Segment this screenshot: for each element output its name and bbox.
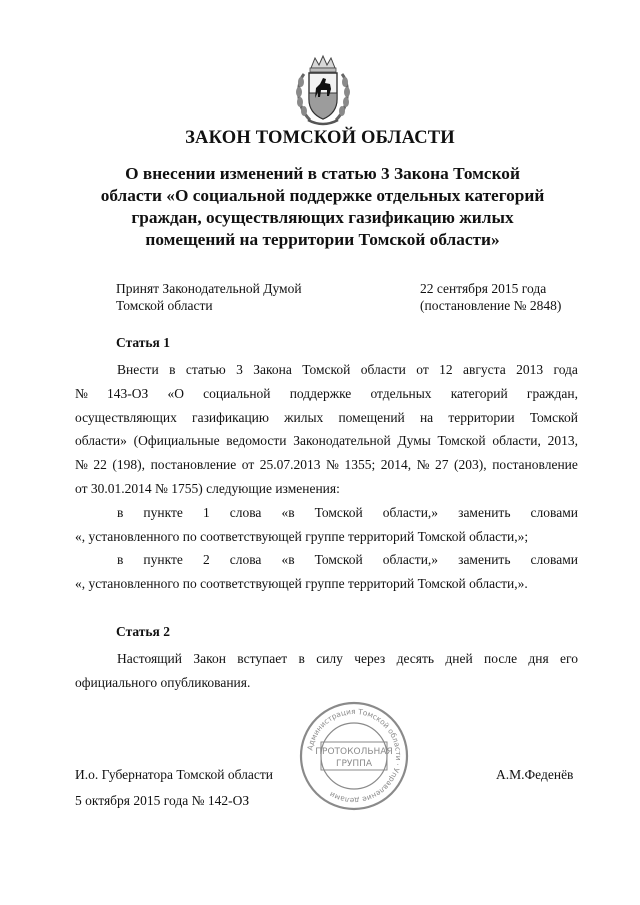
signer-name: А.М.Феденёв bbox=[496, 767, 574, 782]
article-1-line: от 30.01.2014 № 1755) следующие изменения: bbox=[75, 480, 340, 496]
word: слова bbox=[229, 552, 262, 568]
word: Томской bbox=[529, 409, 578, 425]
word: силу bbox=[316, 651, 343, 666]
law-subject-line: помещений на территории Томской области» bbox=[145, 230, 500, 249]
word: граждан, bbox=[526, 385, 578, 401]
word: Закон bbox=[193, 651, 226, 666]
word: (198), bbox=[112, 457, 146, 473]
word: 2013 bbox=[516, 362, 544, 377]
word: словами bbox=[530, 552, 578, 568]
word: помещений bbox=[338, 409, 405, 425]
word: отдельных bbox=[370, 385, 432, 401]
word: 12 bbox=[439, 362, 453, 377]
article-1-line bbox=[75, 501, 578, 525]
word: № bbox=[416, 457, 430, 473]
word: категорий bbox=[450, 385, 508, 401]
adopting-body bbox=[116, 280, 302, 314]
law-subject-line: области «О социальной поддержке отдельных категорий bbox=[100, 186, 545, 205]
stamp-center-line2: ГРУППА bbox=[335, 759, 373, 769]
article-2-heading: Статья 2 bbox=[116, 624, 170, 639]
word: осуществляющих bbox=[75, 409, 177, 425]
stamp-ring-text-path: Администрация Томской области · Управление делами bbox=[305, 706, 404, 806]
word: 22 bbox=[93, 457, 107, 473]
word: «О bbox=[167, 385, 184, 401]
word: дней bbox=[445, 651, 473, 666]
word: Томской bbox=[302, 362, 351, 377]
adopting-body-line: Принят Законодательной Думой bbox=[116, 281, 302, 296]
article-1-line bbox=[75, 453, 578, 477]
word: 1 bbox=[202, 504, 210, 520]
word: № bbox=[326, 457, 339, 473]
word: десять bbox=[396, 651, 435, 666]
article-1-line bbox=[75, 382, 578, 406]
word: жилых bbox=[284, 409, 324, 425]
word: 3 bbox=[236, 362, 243, 377]
word: области» bbox=[75, 433, 127, 449]
adoption-date bbox=[420, 280, 561, 314]
word: от bbox=[416, 362, 429, 377]
signer-position: И.о. Губернатора Томской области bbox=[75, 767, 273, 782]
law-date-number: 5 октября 2015 года № 142-ОЗ bbox=[75, 793, 250, 808]
word: ведомости bbox=[226, 433, 287, 449]
word: поддержке bbox=[289, 385, 352, 401]
word: области,» bbox=[382, 552, 439, 568]
word: заменить bbox=[458, 552, 511, 568]
word: слова bbox=[229, 504, 262, 520]
adopting-body-line: Томской области bbox=[116, 298, 213, 313]
word: словами bbox=[530, 504, 578, 520]
stamp-center-line1: ПРОТОКОЛЬНАЯ bbox=[315, 747, 393, 757]
article-1-heading: Статья 1 bbox=[116, 335, 170, 350]
word: социальной bbox=[203, 385, 271, 401]
adoption-date-line: 22 сентября 2015 года bbox=[420, 281, 547, 296]
word: «в bbox=[281, 504, 295, 520]
article-1-line: «, установленного по соответствующей группе территорий Томской области,»; bbox=[75, 528, 529, 544]
word: статью bbox=[185, 362, 226, 377]
word: после bbox=[484, 651, 518, 666]
word: Внести bbox=[117, 362, 159, 377]
word: дня bbox=[528, 651, 549, 666]
law-subject-line: О внесении изменений в статью 3 Закона Томской bbox=[125, 164, 520, 183]
word: 27 bbox=[435, 457, 449, 473]
word: области,» bbox=[382, 504, 439, 520]
article-1-body bbox=[75, 358, 578, 596]
article-1-line: «, установленного по соответствующей группе территорий Томской области,». bbox=[75, 576, 528, 592]
word: Томской bbox=[314, 552, 363, 568]
word: газификацию bbox=[192, 409, 269, 425]
word: «в bbox=[281, 552, 295, 568]
word: Томской bbox=[437, 433, 486, 449]
word: Закона bbox=[253, 362, 292, 377]
law-subject bbox=[60, 163, 585, 251]
word: от bbox=[241, 457, 255, 473]
word: его bbox=[560, 651, 578, 666]
word: августа bbox=[463, 362, 506, 377]
word: вступает bbox=[237, 651, 288, 666]
word: в bbox=[117, 552, 124, 568]
word: 2013, bbox=[547, 433, 578, 449]
word: 143-ОЗ bbox=[107, 385, 149, 401]
word: области bbox=[360, 362, 406, 377]
word: (203), bbox=[454, 457, 487, 473]
word: 2 bbox=[202, 552, 210, 568]
article-2-body bbox=[75, 647, 578, 695]
word: территории bbox=[448, 409, 515, 425]
word: Законодательной bbox=[293, 433, 391, 449]
tomsk-region-coat-of-arms-icon bbox=[290, 54, 356, 130]
word: пункте bbox=[143, 504, 183, 520]
article-1-line bbox=[75, 406, 578, 430]
word: № bbox=[75, 457, 88, 473]
word: 1355; bbox=[344, 457, 376, 473]
law-title: ЗАКОН ТОМСКОЙ ОБЛАСТИ bbox=[185, 128, 455, 148]
word: года bbox=[553, 362, 578, 377]
word: области, bbox=[492, 433, 541, 449]
word: Томской bbox=[314, 504, 363, 520]
word: пункте bbox=[143, 552, 183, 568]
word: в bbox=[117, 504, 124, 520]
word: постановление bbox=[492, 457, 578, 473]
article-1-line bbox=[75, 358, 578, 382]
word: заменить bbox=[458, 504, 511, 520]
word: 25.07.2013 bbox=[259, 457, 321, 473]
word: постановление bbox=[150, 457, 237, 473]
word: через bbox=[354, 651, 386, 666]
word: Думы bbox=[397, 433, 431, 449]
word: (Официальные bbox=[133, 433, 220, 449]
official-stamp bbox=[298, 700, 410, 812]
adoption-resolution-line: (постановление № 2848) bbox=[420, 298, 562, 313]
word: в bbox=[169, 362, 176, 377]
word: 2014, bbox=[380, 457, 412, 473]
word: на bbox=[419, 409, 434, 425]
article-2-line: официального опубликования. bbox=[75, 674, 251, 690]
article-2-line bbox=[75, 647, 578, 671]
word: Настоящий bbox=[117, 651, 183, 666]
word: в bbox=[298, 651, 305, 666]
law-subject-line: граждан, осуществляющих газификацию жилых bbox=[131, 208, 514, 227]
word: № bbox=[75, 385, 88, 401]
article-1-line bbox=[75, 548, 578, 572]
article-1-line bbox=[75, 429, 578, 453]
